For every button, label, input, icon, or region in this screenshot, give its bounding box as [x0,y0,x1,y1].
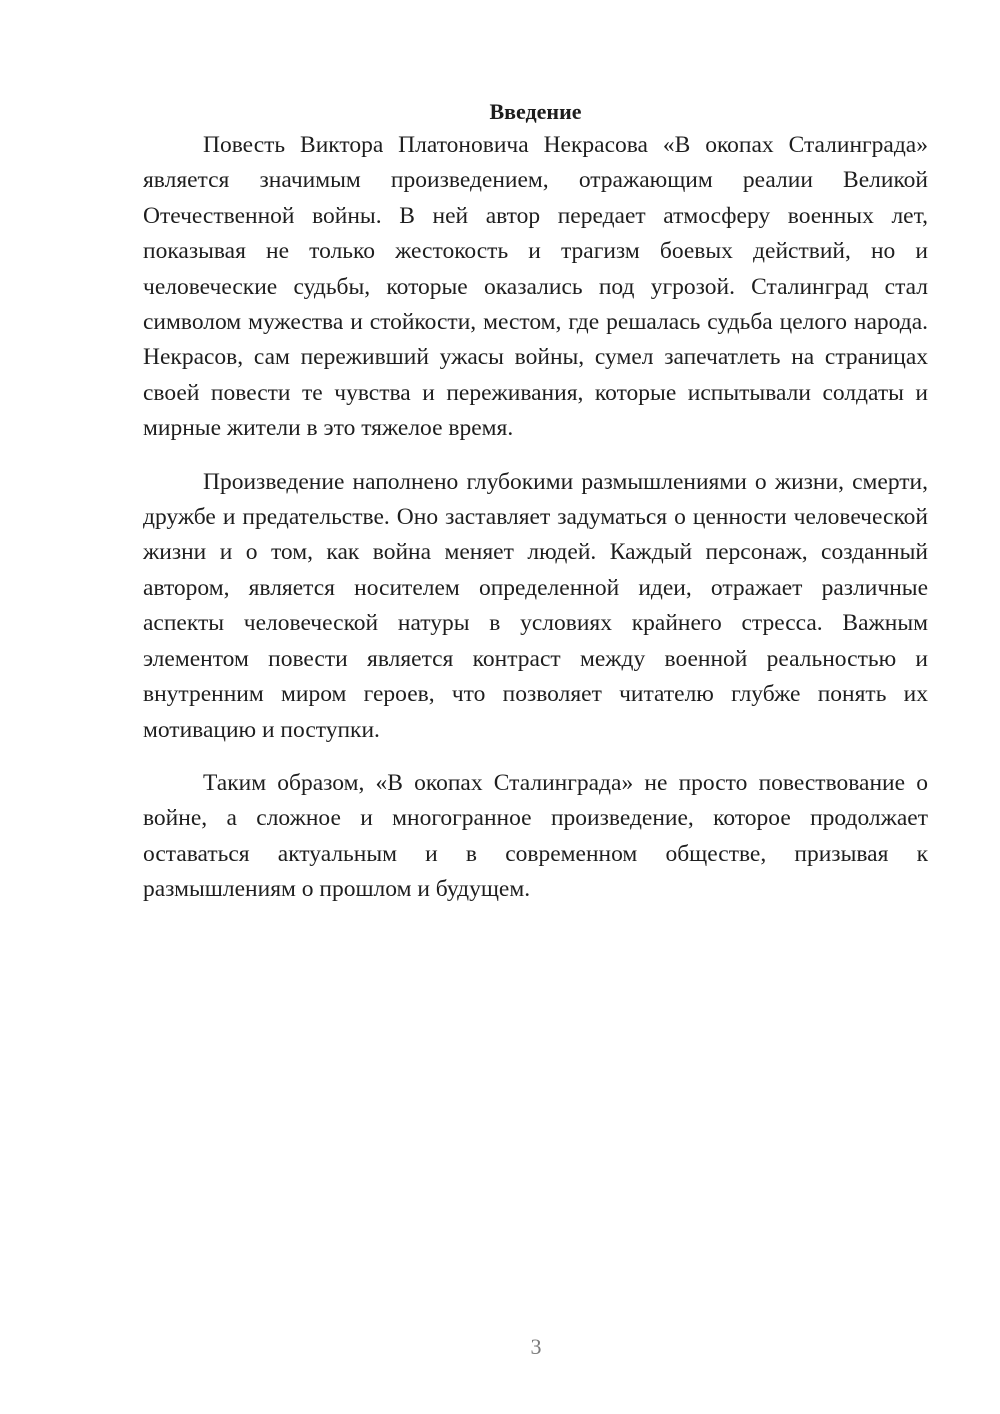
paragraph-3: Таким образом, «В окопах Сталинграда» не просто повествование о войне, а сложное и многогранное произведение, которое продолжает оставаться актуальным и в современном обществе, призывая к размышлениям о прошлом и будущем. [143,769,928,903]
paragraph-2: Произведение наполнено глубокими размышлениями о жизни, смерти, дружбе и предательстве. Оно заставляет задуматься о ценности человеческой жизни и о том, как война меняет людей. Каждый персонаж, созданный автором, является носителем определенной идеи, отражает различные аспекты человеческой натуры в условиях крайнего стресса. Важным элементом повести является контраст между военной реальностью и внутренним миром героев, что позволяет читателю глубже понять их мотивацию и поступки. [143,468,928,743]
page-content [143,98,928,908]
paragraph-1: Повесть Виктора Платоновича Некрасова «В окопах Сталинграда» является значимым произведением, отражающим реалии Великой Отечественной войны. В ней автор передает атмосферу военных лет, показывая не только жестокость и трагизм боевых действий, но и человеческие судьбы, которые оказались под угрозой. Сталинград стал символом мужества и стойкости, местом, где решалась судьба целого народа. Некрасов, сам переживший ужасы войны, сумел запечатлеть на страницах своей повести те чувства и переживания, которые испытывали солдаты и мирные жители в это тяжелое время. [143,132,928,442]
section-title: Введение [489,99,582,124]
page-number: 3 [530,1334,542,1359]
